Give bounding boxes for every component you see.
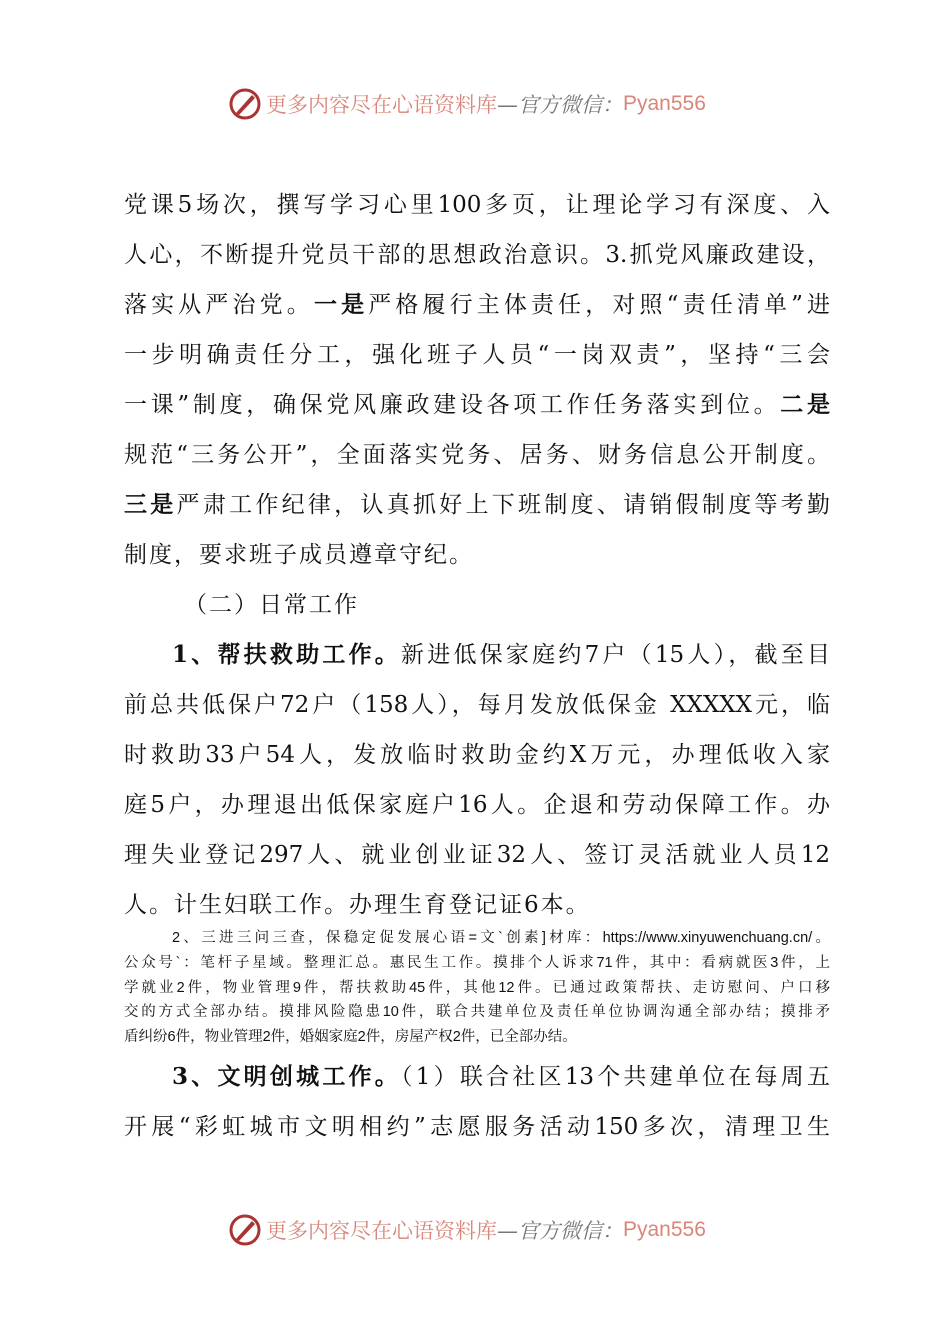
small-text-line: 2、三进三问三查，保稳定促发展心语=文`创素]材库：https://www.xinyuwenchuang.cn/。 (172, 930, 830, 946)
watermark-text: 更多内容尽在心语资料库 (266, 93, 497, 117)
text-segment: 人。计生妇联工作。办理生育登记证6本。 (124, 892, 591, 918)
watermark-wechat-label: —官方微信： (497, 93, 623, 117)
text-segment: 前总共低保户72户（158人），每月发放低保金 XXXXX元，临 (124, 692, 830, 718)
text-segment: 规范“三务公开”，全面落实党务、居务、财务信息公开制度。 (124, 442, 830, 468)
text-line (172, 640, 830, 670)
small-text-line: 学就业2件，物业管理9件，帮扶救助45件，其他12件。已通过政策帮扶、走访慰问、户口移 (124, 979, 830, 996)
text-line (124, 540, 830, 570)
text-line (124, 740, 830, 770)
bold-heading-text: 3、文明创城工作。 (172, 1063, 402, 1090)
text-segment: （1）联合社区13个共建单位在每周五 (401, 1064, 830, 1090)
text-segment: （二）日常工作 (184, 592, 359, 618)
text-segment: 理失业登记297人、就业创业证32人、签订灵活就业人员12 (124, 842, 830, 868)
bold-heading-text: 一是 (313, 291, 369, 318)
text-segment: 新进低保家庭约7户（15人），截至目 (401, 642, 830, 668)
small-text-line: 盾纠纷6件，物业管理2件，婚姻家庭2件，房屋产权2件，已全部办结。 (124, 1029, 577, 1046)
text-line (124, 340, 830, 370)
text-line (124, 790, 830, 820)
pen-logo-icon (228, 87, 262, 121)
text-line (124, 240, 830, 270)
text-line (124, 290, 830, 320)
watermark-text: 更多内容尽在心语资料库 (266, 1219, 497, 1243)
text-line (124, 890, 830, 920)
small-text-line: 交的方式全部办结。摸排风险隐患10件，联合共建单位及责任单位协调沟通全部办结；摸排矛 (124, 1004, 830, 1021)
watermark-wechat-label: —官方微信： (497, 1219, 623, 1243)
watermark-header (228, 84, 706, 124)
text-segment: 一步明确责任分工，强化班子人员“一岗双责”，坚持“三会 (124, 342, 830, 368)
text-line (124, 1112, 830, 1142)
text-segment: 人心，不断提升党员干部的思想政治意识。3.抓党风廉政建设， (124, 242, 830, 268)
bold-heading-text: 三是 (124, 491, 177, 518)
text-line (124, 690, 830, 720)
text-segment: 庭5户，办理退出低保家庭户16人。企退和劳动保障工作。办 (124, 792, 830, 818)
watermark-wechat-id: Pyan556 (623, 1218, 706, 1241)
text-segment: 时救助33户54人，发放临时救助金约X万元，办理低收入家 (124, 742, 830, 768)
text-segment: 落实从严治党。 (124, 292, 314, 318)
text-line (124, 490, 830, 520)
text-segment: 严肃工作纪律，认真抓好上下班制度、请销假制度等考勤 (176, 492, 831, 518)
watermark-footer (228, 1210, 706, 1250)
text-line (124, 390, 830, 420)
text-segment: 一课”制度，确保党风廉政建设各项工作任务落实到位。 (124, 392, 781, 418)
text-line (172, 1062, 830, 1092)
text-segment: 制度，要求班子成员遵章守纪。 (124, 542, 474, 568)
pen-logo-icon (228, 1213, 262, 1247)
bold-heading-text: 1、帮扶救助工作。 (172, 641, 402, 668)
text-line (124, 440, 830, 470)
small-text-line: 公众号`：笔杆子星域。整理汇总。惠民生工作。摸排个人诉求71件，其中：看病就医3件，上 (124, 954, 830, 971)
text-line (184, 590, 830, 620)
text-line (124, 840, 830, 870)
text-line (124, 190, 830, 220)
text-segment: 开展“彩虹城市文明相约”志愿服务活动150多次，清理卫生 (124, 1114, 830, 1140)
bold-heading-text: 二是 (780, 391, 830, 418)
watermark-wechat-id: Pyan556 (623, 92, 706, 115)
text-segment: 党课5场次，撰写学习心里100多页，让理论学习有深度、入 (124, 192, 830, 218)
text-segment: 严格履行主体责任，对照“责任清单”进 (368, 292, 831, 318)
